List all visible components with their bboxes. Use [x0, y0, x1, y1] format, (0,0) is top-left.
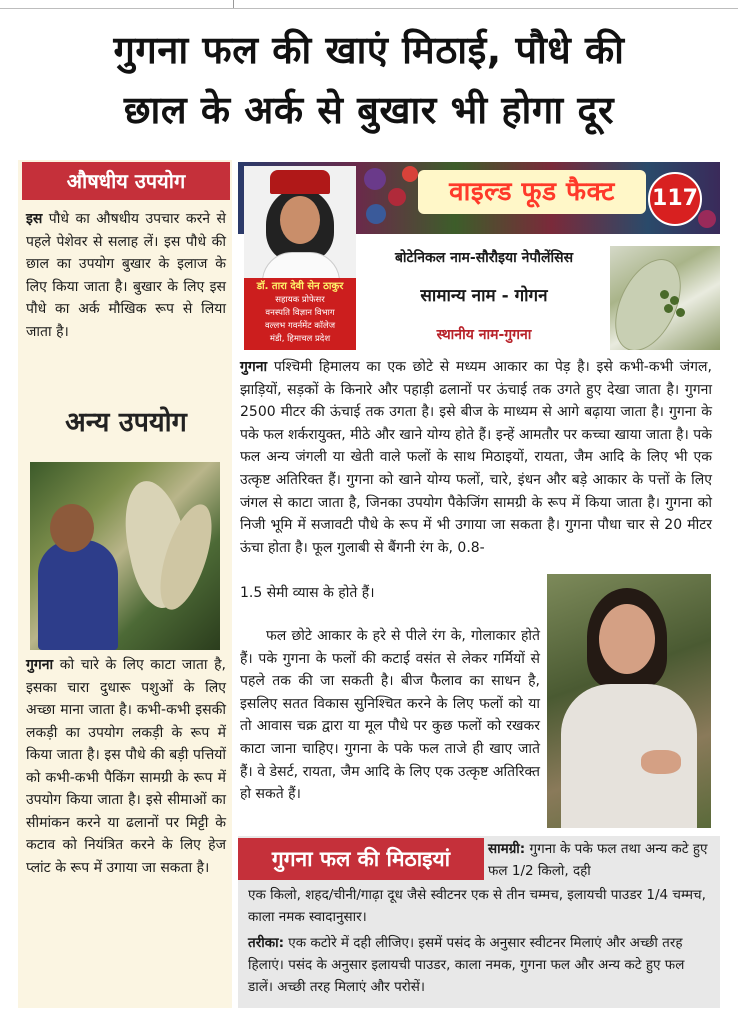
method-text: [248, 932, 712, 998]
author-with-fruit-photo: [547, 574, 711, 828]
other-use-text: [26, 654, 226, 879]
recipe-heading: गुगना फल की मिठाइयां: [238, 838, 484, 880]
article-body-1: पश्चिमी हिमालय का एक छोटे से मध्यम आकार का पेड़ है। इसे कभी-कभी जंगल, झाड़ियों, सड़कों के किनारे और पहाड़ी ढलानों पर ऊंचाई तक उगते हुए देखा जाता है। गुगना 2500 मीटर की ऊंचाई तक उगता है। इसे बीज के माध्यम से आगे बढ़ाया जाता है। गुगना के पके फल शर्करायुक्त, मीठे और खाने योग्य होते हैं। इन्हें आमतौर पर कच्चा खाया जाता है। पके फल अन्य जंगली या खेती वाले फलों के साथ मिठाइयों, रायता, जैम आदि के लिए भी एक उत्कृष्ट अतिरिक्त हैं। गुगना को खाने योग्य फलों, चारे, इंधन और बड़े आकार के पत्तों के लिए जंगल से काटा जाता है, जिनका उपयोग पैकेजिंग सामग्री के रूप में किया जाता है। गुगना को निजी भूमि में सजावटी पौधे के रूप में भी उगाया जा सकता है। गुगना पौधा चार से 20 मीटर ऊंचा होता है। फूल गुलाबी से बैंगनी रंग के, 0.8-: [240, 359, 712, 556]
hand-with-fruit-shape: [641, 750, 681, 774]
berry-shape: [402, 166, 418, 182]
column-tick: [233, 0, 234, 8]
author-location: मंडी, हिमाचल प्रदेश: [269, 334, 331, 344]
himachali-cap-shape: [270, 170, 330, 194]
botanical-name: बोटेनिकल नाम-सौरौइया नेपौलेंसिस: [394, 250, 574, 266]
author-designation: सहायक प्रोफेसर: [275, 295, 325, 305]
medicinal-use-heading: औषधीय उपयोग: [22, 162, 230, 200]
page-top-rule: [0, 0, 738, 9]
person-body-shape: [38, 540, 118, 650]
medicinal-lead-word: इस: [26, 211, 43, 227]
ingredients-top-body: गुगना के पके फल तथा अन्य कटे हुए फल 1/2 किलो, दही: [488, 841, 708, 879]
article-paragraph-1: [240, 356, 712, 559]
author-department: वनस्पति विज्ञान विभाग: [265, 308, 335, 318]
local-name: स्थानीय नाम-गुगना: [436, 327, 532, 343]
other-lead-word: गुगना: [26, 657, 54, 673]
author-name: डॉ. तारा देवी सेन ठाकुर: [256, 281, 344, 292]
fruit-shape: [660, 290, 669, 299]
other-body: को चारे के लिए काटा जाता है, इसका चारा दुधारू पशुओं के लिए अच्छा माना जाता है। कभी-कभी इसकी लकड़ी का उपयोग लकड़ी के रूप में किया जाता है। इस पौधे की बड़ी पत्तियों को कभी-कभी पैकिंग सामग्री के रूप में उपयोग किया जाता है। इसे सीमाओं का सीमांकन करने या ढलानों पर मिट्टी के कटाव को नियंत्रित करने के लिए हेज प्लांट के रूप में उगाया जा सकता है।: [26, 657, 226, 876]
shoulders-shape: [262, 252, 340, 278]
medicinal-body: पौधे का औषधीय उपचार करने से पहले पेशेवर से सलाह लें। इस पौधे की छाल का उपयोग बुखार के इलाज के लिए किया जाता है। बुखार के लिए इस पौधे का अर्क मौखिक रूप से लिया जाता है।: [26, 211, 226, 340]
face-shape: [599, 604, 655, 674]
article-lead-word: गुगना: [240, 359, 268, 375]
berry-shape: [364, 168, 386, 190]
fruit-shape: [664, 304, 673, 313]
author-credit-box: [244, 278, 356, 350]
article-paragraph-1-end: 1.5 सेमी व्यास के होते हैं।: [240, 585, 375, 601]
wild-food-fact-title: वाइल्ड फूड फैक्ट: [418, 170, 646, 214]
fruit-cluster-photo: [610, 246, 720, 350]
article-paragraph-2: फल छोटे आकार के हरे से पीले रंग के, गोलाकार होते हैं। पके गुगना के फलों की कटाई वसंत से लेकर गर्मियों से पहले तक की जा सकती है। बीज फैलाव का साधन है, इसलिए सतत विकास सुनिश्चित करने के लिए फलों को या तो आवास चक्र द्वारा या मूल पौधे पर कुछ फलों को रखकर काटा जाना चाहिए। गुगना के पके फल ताजे ही खाए जाते हैं। वे डेसर्ट, रायता, जैम आदि के लिए एक उत्कृष्ट अतिरिक्त हो सकते हैं।: [240, 628, 540, 803]
leaf-shape: [610, 249, 694, 350]
ingredients-label: सामग्री:: [488, 841, 526, 857]
other-use-heading: अन्य उपयोग: [65, 407, 187, 438]
method-label: तरीका:: [248, 935, 284, 951]
berry-shape: [388, 188, 406, 206]
headline-line-1: गुगना फल की खाएं मिठाई, पौधे की: [113, 28, 625, 72]
ingredients-text-top: [488, 838, 714, 882]
face-shape: [280, 196, 320, 244]
common-name: सामान्य नाम - गोगन: [420, 286, 548, 306]
author-college: वल्लभ गवर्नमेंट कॉलेज: [264, 321, 336, 331]
ingredients-text-rest: एक किलो, शहद/चीनी/गाढ़ा दूध जैसे स्वीटनर एक से तीन चम्मच, इलायची पाउडर 1/4 चम्मच, काला नमक स्वादानुसार।: [248, 887, 706, 925]
fruit-shape: [676, 308, 685, 317]
headline: [10, 20, 728, 140]
method-body: एक कटोरे में दही लीजिए। इसमें पसंद के अनुसार स्वीटनर मिलाएं और अच्छी तरह हिलाएं। पसंद के अनुसार इलायची पाउडर, काला नमक, गुगना फल और अन्य कटे हुए फल डालें। अच्छी तरह मिलाएं और परोसें।: [248, 935, 685, 995]
berry-shape: [366, 204, 386, 224]
medicinal-use-text: [26, 208, 226, 343]
person-with-leaves-photo: [30, 462, 220, 650]
fact-number-badge: 117: [648, 172, 702, 226]
fruit-shape: [670, 296, 679, 305]
person-head-shape: [50, 504, 94, 552]
author-portrait: [244, 166, 356, 278]
berry-shape: [698, 210, 716, 228]
headline-line-2: छाल के अर्क से बुखार भी होगा दूर: [123, 88, 615, 132]
